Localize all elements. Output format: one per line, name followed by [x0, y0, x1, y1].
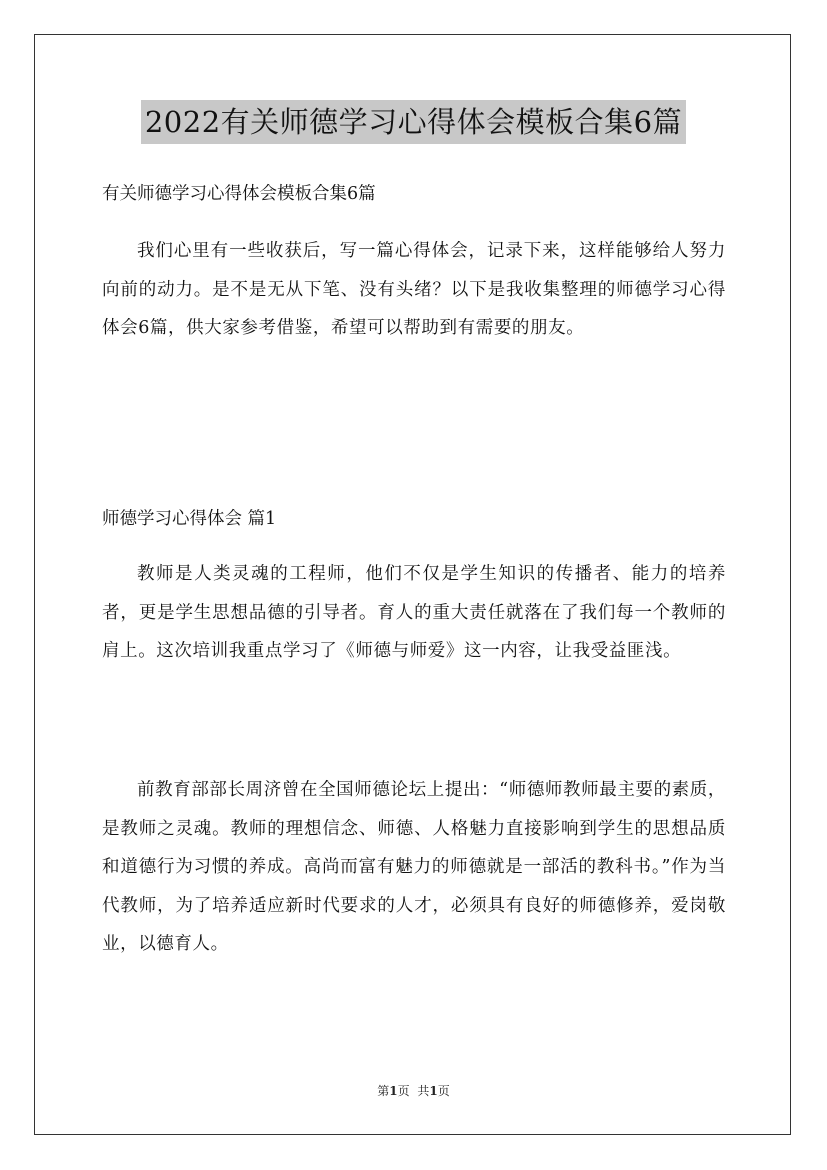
- footer-page-prefix: 第: [377, 1084, 390, 1098]
- footer-total-suffix: 页: [437, 1084, 450, 1098]
- section-heading: 师德学习心得体会 篇1: [102, 509, 277, 529]
- body-paragraph-2: 前教育部部长周济曾在全国师德论坛上提出：“师德师教师最主要的素质，是教师之灵魂。教师的理想信念、师德、人格魅力直接影响到学生的思想品质和道德行为习惯的养成。高尚而富有魅力的师德就是一部活的教科书。”作为当代教师，为了培养适应新时代要求的人才，必须具有良好的师德修养，爱岗敬业，以德育人。: [102, 780, 726, 954]
- title-container: [0, 100, 827, 144]
- body-paragraph-1: 教师是人类灵魂的工程师，他们不仅是学生知识的传播者、能力的培养者，更是学生思想品德的引导者。育人的重大责任就落在了我们每一个教师的肩上。这次培训我重点学习了《师德与师爱》这一内容，让我受益匪浅。: [102, 564, 726, 661]
- footer-total-pages: 1: [429, 1084, 438, 1098]
- footer-page-suffix: 页: [397, 1084, 410, 1098]
- footer-total-prefix: 共: [417, 1084, 430, 1098]
- document-title: 2022有关师德学习心得体会模板合集6篇: [141, 100, 686, 144]
- page-footer: [0, 1083, 827, 1099]
- footer-page-number: 1: [389, 1084, 398, 1098]
- document-subtitle: 有关师德学习心得体会模板合集6篇: [102, 184, 376, 204]
- intro-paragraph: 我们心里有一些收获后，写一篇心得体会，记录下来，这样能够给人努力向前的动力。是不是无从下笔、没有头绪？以下是我收集整理的师德学习心得体会6篇，供大家参考借鉴，希望可以帮助到有需要的朋友。: [102, 241, 726, 338]
